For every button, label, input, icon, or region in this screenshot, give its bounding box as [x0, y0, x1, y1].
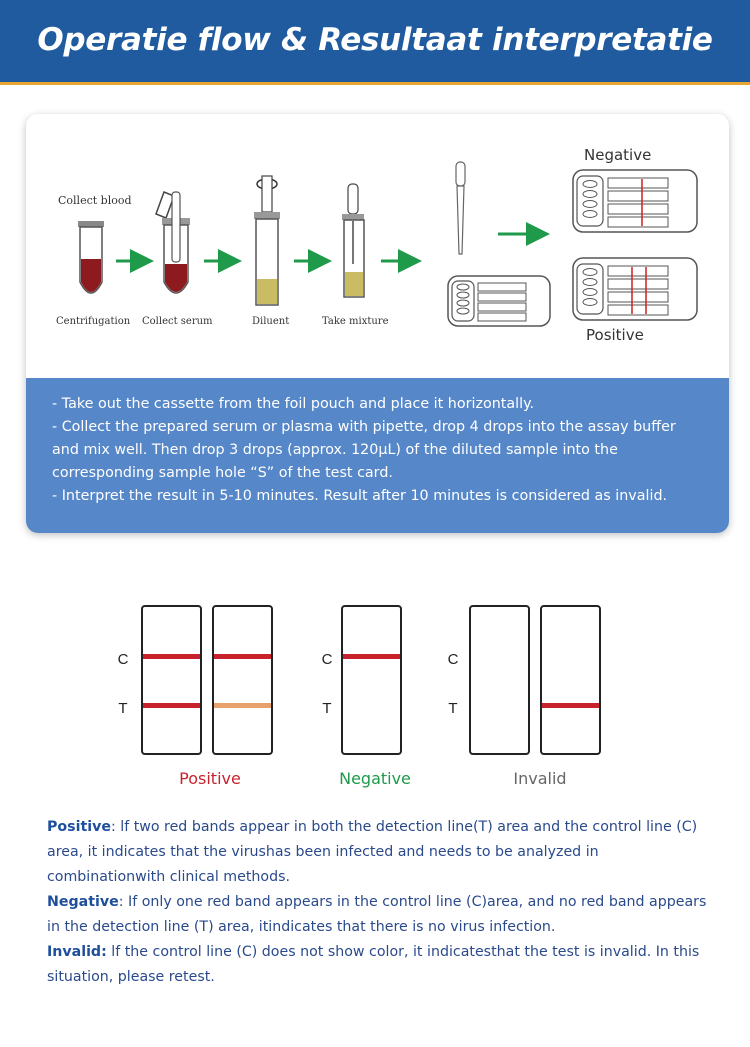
label-collect-blood: Collect blood: [58, 194, 132, 207]
label-negative-cassette: Negative: [584, 146, 652, 164]
procedure-diagram: [26, 114, 729, 378]
c-label: C: [321, 651, 333, 668]
label-collect-serum: Collect serum: [142, 316, 213, 327]
c-label: C: [447, 651, 459, 668]
control-band: [143, 654, 200, 659]
test-band: [542, 703, 599, 708]
t-label: T: [118, 700, 128, 717]
positive-term: Positive: [47, 819, 111, 835]
test-band: [143, 703, 200, 708]
instruction-step: - Take out the cassette from the foil pouch and place it horizontally.: [52, 396, 535, 412]
positive-cassette-icon: [573, 258, 697, 320]
serum-tube-icon: [156, 192, 190, 293]
blood-tube-icon: [78, 221, 104, 293]
negative-term: Negative: [47, 894, 119, 910]
procedure-illustration: [26, 114, 729, 378]
control-band: [343, 654, 400, 659]
page-title: Operatie flow & Resultaat interpretatie: [37, 22, 713, 58]
result-strips-diagram: [0, 560, 750, 800]
label-centrifugation: Centrifugation: [56, 316, 131, 327]
positive-description: [47, 815, 707, 890]
strip-negative: [342, 606, 401, 754]
instruction-step: - Interpret the result in 5-10 minutes. Result after 10 minutes is considered as invalid.: [52, 488, 668, 504]
page-header: [0, 0, 750, 85]
negative-cassette-icon: [573, 170, 697, 232]
instruction-step: - Collect the prepared serum or plasma with pipette, drop 4 drops into the assay buffer and mix well. Then drop 3 drops (approx. 120µL) of the diluted sample into the corresponding sample hole “S” of the test card.: [52, 419, 676, 481]
instruction-list: [26, 378, 729, 508]
strip-invalid-2: [541, 606, 600, 754]
negative-description: [47, 890, 707, 940]
invalid-caption: Invalid: [513, 769, 567, 788]
instruction-panel: [26, 378, 729, 533]
invalid-description: [47, 940, 707, 990]
mixture-tube-icon: [342, 184, 364, 297]
procedure-card: [26, 114, 729, 533]
positive-text: : lf two red bands appear in both the detection line(T) area and the control line (C) area, it indicates that the virushas been infected and needs to be analyzed in combinationwith clinical methods.: [47, 819, 698, 885]
test-cassette-icon: [448, 276, 550, 326]
strip-positive-2: [213, 606, 272, 754]
faint-test-band: [214, 703, 271, 708]
pipette-icon: [456, 162, 465, 254]
control-band: [214, 654, 271, 659]
invalid-text: lf the control line (C) does not show color, it indicatesthat the test is invalid. In this situation, please retest.: [47, 944, 700, 985]
strip-positive-1: [142, 606, 201, 754]
label-diluent: Diluent: [252, 316, 290, 327]
result-strips: [0, 560, 750, 800]
positive-caption: Positive: [179, 769, 241, 788]
invalid-term: Invalid:: [47, 944, 107, 960]
t-label: T: [322, 700, 332, 717]
diluent-tube-icon: [254, 176, 280, 305]
result-descriptions: [47, 815, 707, 990]
negative-text: : If only one red band appears in the control line (C)area, and no red band appears in the detection line (T) area, itindicates that there is no virus infection.: [47, 894, 707, 935]
c-label: C: [117, 651, 129, 668]
label-take-mixture: Take mixture: [322, 316, 389, 327]
label-positive-cassette: Positive: [586, 326, 644, 344]
t-label: T: [448, 700, 458, 717]
strip-invalid-1: [470, 606, 529, 754]
negative-caption: Negative: [339, 769, 411, 788]
